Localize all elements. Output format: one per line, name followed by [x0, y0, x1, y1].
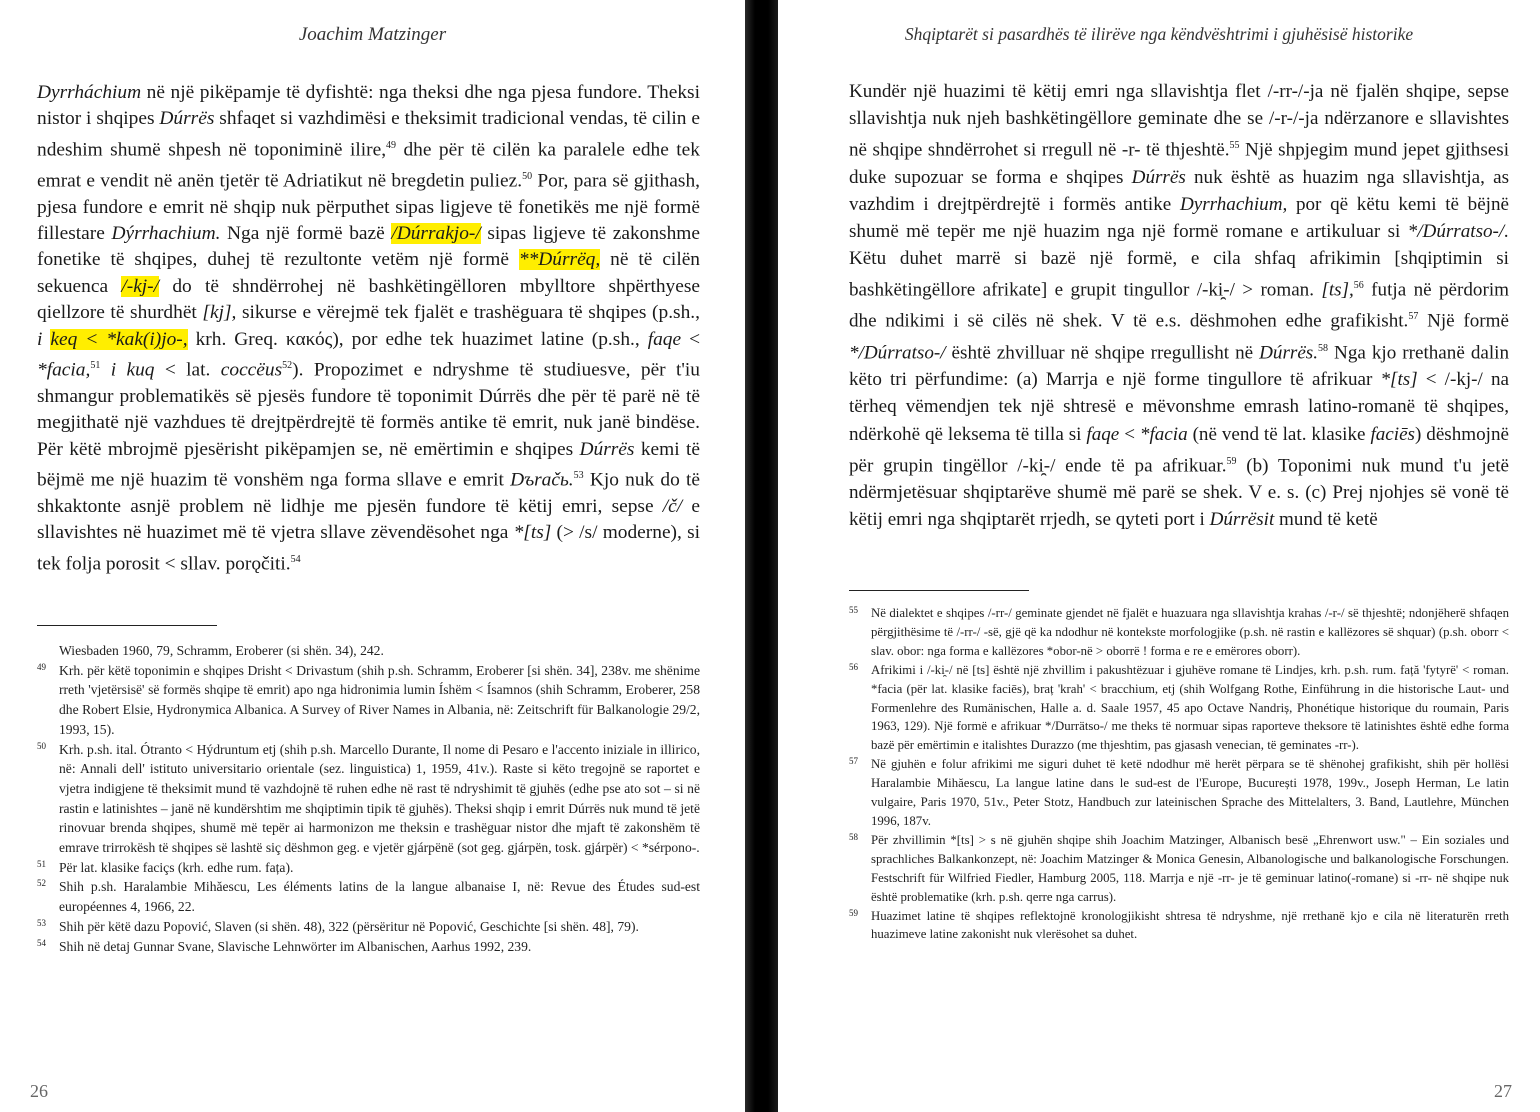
- text-run: (b) Toponimi nuk mund t'u jetë ndërmjetësuar shqiptarëve shumë më parë se shek. V e. s. (c) Prej njohjes së vonë të këtij emri nga shqiptarët rrjedh, se qyteti port i: [849, 455, 1509, 531]
- footnote: [37, 661, 700, 740]
- footnote: [849, 831, 1509, 907]
- footnote-ref[interactable]: 50: [522, 170, 533, 182]
- footnote: [37, 740, 700, 858]
- right-body-text: [849, 78, 1509, 533]
- text-run: i kuq: [110, 359, 155, 381]
- footnote-number: 59: [849, 907, 858, 918]
- text-run: [100, 359, 110, 380]
- text-run: kemi të bëjmë me një huazim të vonshëm nga forma sllave e emrit: [37, 438, 700, 491]
- text-run: Këtu duhet marrë si bazë një formë, e cila shfaq afrikimin [shqiptimin si bashkëtingëllore afrikate] e grupit tingullor /-ki̯-/ > roman.: [849, 247, 1509, 301]
- right-footnote-rule: [849, 590, 1029, 591]
- text-run: Dúrrës: [579, 438, 635, 460]
- footnote-text: Në dialektet e shqipes /-rr-/ geminate gjendet në fjalët e huazuara nga sllavishtja krahas /-r-/ së thjeshtë; ndonjëherë shfaqen përgjithësime të /-rr-/ -së, gjë që ka ndodhur në kontekste morfologjike (p.sh. në rastin e kallëzores së shquar) (p.sh. oborr < slav. obor: nga forma e kallëzores *obor-në > oborrë ! forma e re e emërores oborr).: [871, 606, 1509, 658]
- text-run: Dyrrháchium: [37, 82, 142, 103]
- text-run: < lat.: [154, 359, 221, 381]
- left-running-head: Joachim Matzinger: [298, 24, 447, 45]
- left-footnotes: [37, 641, 700, 956]
- footnote-text: Shih në detaj Gunnar Svane, Slavische Lehnwörter im Albanischen, Aarhus 1992, 239.: [59, 938, 532, 954]
- footnote-text: Huazimet latine të shqipes reflektojnë kronologjikisht shtresa të ndryshme, një rrethanë kjo e cila në literaturën rreth huazimeve latine zakonisht nuk vlerësohet sa duhet.: [871, 908, 1509, 942]
- footnote-number: 49: [37, 661, 46, 672]
- text-run: Kjo nuk do të shkaktonte asnjë problem në lidhje me pjesën fundore të këtij emri, sepse: [37, 469, 700, 517]
- text-run: faciēs: [1370, 423, 1415, 445]
- footnote-text: Wiesbaden 1960, 79, Schramm, Eroberer (si shën. 34), 242.: [59, 643, 384, 658]
- footnote: [849, 755, 1509, 831]
- text-run: <: [681, 328, 701, 350]
- text-run: dhe për të cilën ka paralele edhe tek emrat e vendit në anën tjetër të Adriatikut në bregdetin puliez.: [37, 139, 700, 192]
- text-run: ) dëshmojnë për grupin tingëllor /-ki̯-/ ende të pa afrikuar.: [849, 423, 1509, 477]
- footnote: [849, 661, 1509, 756]
- footnote-ref[interactable]: 54: [290, 553, 301, 565]
- text-run: (> /s/ moderne), si tek folja porosit < sllav. porǫčiti.: [37, 522, 701, 575]
- text-run: Dúrrës: [1131, 166, 1186, 188]
- footnote: [37, 937, 700, 957]
- text-run: mund të ketë: [1274, 509, 1378, 531]
- footnote-ref[interactable]: 51: [90, 360, 101, 371]
- footnote-ref[interactable]: 57: [1408, 311, 1419, 323]
- footnote: [849, 907, 1509, 945]
- footnote-number: 57: [849, 756, 858, 767]
- text-run: sikurse e vërejmë tek fjalët e trashëguara të shqipes (p.sh.,: [236, 302, 700, 324]
- text-run: Një formë: [1418, 310, 1509, 332]
- footnote-ref[interactable]: 58: [1318, 342, 1329, 354]
- footnote: [37, 641, 700, 661]
- footnote-ref[interactable]: 53: [573, 470, 584, 482]
- right-running-head: Shqiptarët si pasardhës të ilirëve nga këndvështrimi i gjuhësisë historike: [904, 24, 1414, 44]
- text-run: *[ts]: [1380, 369, 1418, 391]
- footnote-number: 52: [37, 878, 46, 889]
- text-run: coccëus: [220, 359, 283, 381]
- text-run: */Dúrratso-/.: [1407, 220, 1509, 242]
- text-run: faqe: [647, 328, 682, 350]
- text-run: do të shndërrohej në bashkëtingëlloren mbylltore shpërthyese qiellzore të shurdhët: [37, 275, 701, 324]
- text-run: *facia,: [37, 359, 91, 381]
- text-run: *[ts]: [513, 522, 552, 544]
- text-run: *facia: [1139, 423, 1188, 445]
- left-footnote-rule: [37, 625, 217, 626]
- footnote-number: 55: [849, 605, 858, 615]
- text-run: ). Propozimet e ndryshme të studiuesve, për t'iu shmangur problematikës së pjesës fundore të toponimit Dúrrës dhe për të parë në të megjithatë një vazhdues të drejtpërdrejtë të formës antike të emrit, nuk janë bindëse. Për këtë mbrojmë pjesërisht pikëpamjen se, në emërtimin e shqipes: [37, 359, 700, 460]
- text-run: e sllavishtes në huazimet më të vjetra sllave zëvendësohet nga: [37, 495, 700, 544]
- text-run: Kundër një huazimi të këtij emri nga sllavishtja flet /-rr-/-ja në fjalën shqipe, sepse sllavishtja nuk njeh bashkëtingëllore geminate dhe se /-r-/-ja ndërzanore e sllavishtes në shqipe shndërrohet si rregull në -r- të thjeshtë.: [849, 81, 1509, 161]
- text-run: Nga kjo rrethanë dalin këto tri përfundime: (a) Marrja e një forme tingullore të afrikuar: [849, 342, 1509, 391]
- footnote-number: 56: [849, 661, 858, 672]
- text-run: */Dúrratso-/: [849, 342, 946, 364]
- text-run: Dúrrësit: [1209, 509, 1275, 531]
- footnote: [37, 877, 700, 916]
- text-run: futja në përdorim dhe ndikimi i së cilës në shek. V të e.s. dëshmohen edhe grafikisht.: [849, 279, 1509, 332]
- footnote-ref[interactable]: 55: [1229, 140, 1240, 152]
- footnote-text: Shih p.sh. Haralambie Mihăescu, Les éléments latins de la langue albanaise I, në: Revue des Études sud-est européennes 4, 1966, 22.: [59, 879, 700, 915]
- text-run: faqe: [1086, 423, 1120, 445]
- footnote-number: 58: [849, 831, 858, 842]
- text-run: Dýrrhachium.: [111, 222, 221, 244]
- left-page-number: 26: [30, 1081, 48, 1101]
- footnote-ref[interactable]: 59: [1226, 455, 1237, 467]
- text-run: Dúrrës: [159, 108, 215, 130]
- text-run: sipas ligjeve të zakonshme fonetike të shqipes, duhej të rezultonte vetëm një formë: [37, 222, 700, 271]
- footnote-text: Për lat. klasike faciçs (krh. edhe rum. fața).: [59, 859, 294, 875]
- footnote: [849, 604, 1509, 661]
- text-run: Por, para së gjithash, pjesa fundore e emrit në shqip nuk përputhet sipas ligjeve të fonetikës me një formë fillestare: [37, 170, 700, 244]
- text-run: Dъračь.: [510, 469, 574, 491]
- left-body-text: [37, 80, 700, 578]
- text-run: në një pikëpamje të dyfishtë: nga theksi dhe nga pjesa fundore. Theksi nistor i shqipes: [37, 82, 700, 130]
- text-run: krh. Greq. κακός), por edhe tek huazimet latine (p.sh.,: [187, 328, 648, 350]
- text-run: por që këtu kemi të bëjnë shumë më tepër me një huazim nga një formë romane e artikuluar si: [849, 193, 1509, 242]
- text-run: shfaqet si vazhdimësi e theksimit tradicional vendas, të cilin e ndeshim shumë shpesh në toponiminë ilire,: [37, 108, 700, 161]
- footnote: [37, 917, 700, 937]
- highlighted-text: /Dúrrakjo-/: [391, 222, 481, 244]
- text-run: nuk është as huazim nga sllavishtja, as vazhdim i drejtpërdrejtë i formës antike: [849, 166, 1509, 215]
- footnote-ref[interactable]: 52: [282, 360, 293, 371]
- right-page-number: 27: [1494, 1081, 1512, 1101]
- footnote-number: 50: [37, 740, 46, 751]
- book-gutter: [745, 0, 778, 1112]
- text-run: në të cilën sekuenca: [37, 249, 701, 297]
- footnote-number: 53: [37, 917, 46, 928]
- text-run: [ts],: [1321, 279, 1354, 301]
- text-run: Një shpjegim mund jepet gjithsesi duke supozuar se forma e shqipes: [849, 139, 1509, 188]
- footnote-ref[interactable]: 56: [1353, 280, 1364, 292]
- footnote-text: Për zhvillimin *[ts] > s në gjuhën shqipe shih Joachim Matzinger, Albanisch besë „Ehrenwort usw." – Ein soziales und sprachliches Balkankonzept, në: Joachim Matzinger & Monica Genesin, Albanologische und balkanologische Forschungen. Festschrift für Wilfried Fiedler, Hamburg 2005, 118. Marrja e një -rr- je të geminuar latino(-romane) si -rr- në shqipe nuk është problematike (krh. p.sh. qerre nga carrus).: [871, 832, 1509, 904]
- footnote-text: Në gjuhën e folur afrikimi me siguri duhet të ketë ndodhur më herët përpara se të shënohej grafikisht, shih për hollësi Haralambie Mihăescu, La langue latine dans le sud-est de l'Europe, București 1978, 199v., Joseph Herman, Le latin vulgaire, Paris 1970, 51v., Peter Stotz, Handbuch zur lateinischen Sprache des Mittelalters, 3. Band, Lautlehre, München 1996, 187v.: [871, 757, 1509, 828]
- text-run: < /-kj-/ na tërheq vëmendjen tek një shtresë e mëvonshme emrash latino-romanë të shqipes, ndërkohë që leksema të tilla si: [849, 369, 1509, 445]
- text-run: /č/: [662, 495, 683, 517]
- footnote-text: Krh. për këtë toponimin e shqipes Drisht < Drivastum (shih p.sh. Schramm, Eroberer [si shën. 34], 238v. me shënime rreth 'vjetërsisë' së formës shqipe të emrit) apo nga hidronimia lumin Íshëm < Ísamnos (shih Schramm, Eroberer, 258 dhe Robert Elsie, Hydronymica Albanica. A Survey of River Names in Albania, në: Zeitschrift für Balkanologie 29/2, 1993, 15).: [59, 662, 700, 737]
- text-run: Dyrrhachium,: [1179, 193, 1288, 215]
- right-page: [778, 0, 1540, 1112]
- highlighted-text: **Dúrrëq,: [518, 249, 601, 271]
- highlighted-text: keq < *kak(i)jo-,: [50, 328, 188, 350]
- text-run: <: [1119, 423, 1140, 445]
- text-run: (në vend të lat. klasike: [1187, 423, 1371, 445]
- footnote-text: Afrikimi i /-ki̯-/ në [ts] është një zhvillim i pakushtëzuar i gjuhëve romane të Lindjes, krh. p.sh. rum. față 'fytyrë' < roman. *facia (për lat. klasike faciēs), braț 'krah' < bracchium, etj (shih Wolfgang Rothe, Einführung in die historische Laut- und Formenlehre des Rumänischen, Halle a. d. Saale 1957, 45 apo Octave Nandriș, Phonétique historique du roumain, Paris 1963, 129). Një formë e afrikuar */Durrätso-/ me theks të normuar sipas raporteve theksore të latinishtes është edhe forma bazë për emërtimin e italishtes Durazzo (me thjeshtim, pas gjasash venecian, të geminates -rr-).: [871, 662, 1509, 753]
- footnote-text: Shih për këtë dazu Popović, Slaven (si shën. 48), 322 (përsëritur në Popović, Geschichte [si shën. 48], 79).: [59, 918, 639, 934]
- footnote-ref[interactable]: 49: [386, 139, 397, 151]
- footnote: [37, 858, 700, 878]
- text-run: i: [37, 328, 43, 350]
- footnote-number: 54: [37, 937, 46, 948]
- right-footnotes: [849, 604, 1509, 944]
- text-run: Nga një formë bazë: [220, 222, 392, 244]
- footnote-number: 51: [37, 858, 46, 869]
- highlighted-text: /-kj-/: [121, 275, 160, 297]
- left-page: [0, 0, 745, 1112]
- footnote-text: Krh. p.sh. ital. Ótranto < Hýdruntum etj (shih p.sh. Marcello Durante, Il nome di Pesaro e l'accento iniziale in illirico, në: Annali dell' istituto universitario orientale (sez. linguistica) 1, 1959, 41v.). Raste si këto tregojnë se raportet e vjetra indigjene të theksimit mund të vazhdojnë të ruhen edhe në rast të ndryshimit të gjuhës (edhe pse ato sot – si në rastin e latinishtes – janë në kundërshtim me shqiptimin tipik të gjuhës). Theksi shqip i emrit Dúrrës nuk mund të jetë rinovuar brenda shqipes, shumë më tepër ai harmonizon me theksin e trashëguar nistor dhe mjaft të zakonshëm të emrave trirrokësh të shqipes së lashtë siç dëshmon geg. e vjetër gjárpënë (sot geg. gjárpën, tosk. gjárpër) < *sérpono-.: [59, 741, 700, 856]
- text-run: Dúrrës.: [1259, 342, 1319, 364]
- text-run: është zhvilluar në shqipe rregullisht në: [945, 342, 1260, 364]
- text-run: [kj],: [202, 302, 237, 324]
